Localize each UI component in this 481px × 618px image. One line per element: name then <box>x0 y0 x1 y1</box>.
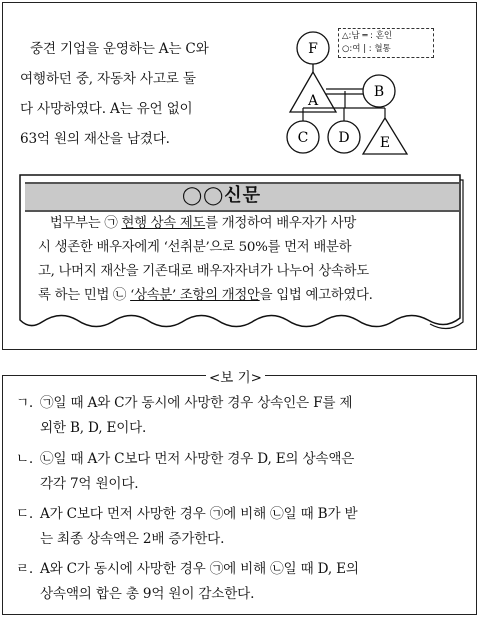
option-nieun <box>16 447 468 497</box>
news-line-1-end: 를 개정하여 배우자가 사망 <box>205 216 357 231</box>
intro-line-2: 여행하던 중, 자동차 사고로 둘 <box>20 71 196 87</box>
option-giyeok <box>16 391 468 441</box>
intro-line-4: 63억 원의 재산을 남겼다. <box>20 131 170 147</box>
case-description <box>20 34 250 154</box>
option-label: ㄱ. <box>16 395 34 411</box>
tree-legend <box>338 28 434 58</box>
option-text-line-2: 외한 B, D, E이다. <box>40 420 147 436</box>
option-text-line-2: 각각 7억 원이다. <box>40 476 139 492</box>
intro-line-3: 다 사망하였다. A는 유언 없이 <box>20 101 193 117</box>
news-line-1 <box>38 212 453 236</box>
option-digeut <box>16 502 468 552</box>
option-label: ㄴ. <box>16 451 34 467</box>
legend-line-2: ○:여 | : 혈통 <box>342 44 391 54</box>
option-text-line-1: ㉡일 때 A가 C보다 먼저 사망한 경우 D, E의 상속액은 <box>40 451 355 467</box>
option-text-line-2: 는 최종 상속액은 2배 증가한다. <box>40 531 225 547</box>
newspaper-body <box>38 212 453 308</box>
news-line-1-start: 법무부는 <box>49 216 105 231</box>
node-c-label: C <box>297 130 309 146</box>
news-line-3: 고, 나머지 재산을 기존대로 배우자자녀가 나누어 상속하도 <box>38 264 369 279</box>
current-system-term: 현행 상속 제도 <box>121 216 206 231</box>
option-text-line-1: A와 C가 동시에 사망한 경우 ㉠에 비해 ㉡일 때 D, E의 <box>40 561 359 577</box>
newspaper-title: ◯◯신문 <box>182 185 262 206</box>
mark-giyeok: ㉠ <box>104 216 118 231</box>
option-label: ㄹ. <box>16 561 34 577</box>
node-d-label: D <box>338 130 350 146</box>
option-text-line-2: 상속액의 합은 총 9억 원이 감소한다. <box>40 586 255 602</box>
node-f-label: F <box>308 41 318 57</box>
option-label: ㄷ. <box>16 506 34 522</box>
node-e-label: E <box>379 135 391 151</box>
bogi-title: <보 기> <box>206 366 265 386</box>
news-line-4-start: 록 하는 민법 <box>38 288 114 303</box>
option-rieul <box>16 557 468 607</box>
news-line-4-end: 을 입법 예고하였다. <box>259 288 373 303</box>
node-a-label: A <box>307 93 319 109</box>
legend-line-1: △:남 ═ : 혼인 <box>342 31 393 41</box>
option-text-line-1: A가 C보다 먼저 사망한 경우 ㉠에 비해 ㉡일 때 B가 받 <box>40 506 358 522</box>
news-line-2: 시 생존한 배우자에게 ‘선취분’으로 50%를 먼저 배분하 <box>38 240 352 255</box>
amendment-term: ‘상속분’ 조항의 개정안 <box>130 288 260 303</box>
node-b-label: B <box>373 84 385 100</box>
mark-nieun: ㉡ <box>113 288 127 303</box>
intro-line-1: 중견 기업을 운영하는 A는 C와 <box>30 41 209 57</box>
news-line-4 <box>38 284 453 308</box>
option-text-line-1: ㉠일 때 A와 C가 동시에 사망한 경우 상속인은 F를 제 <box>40 395 353 411</box>
